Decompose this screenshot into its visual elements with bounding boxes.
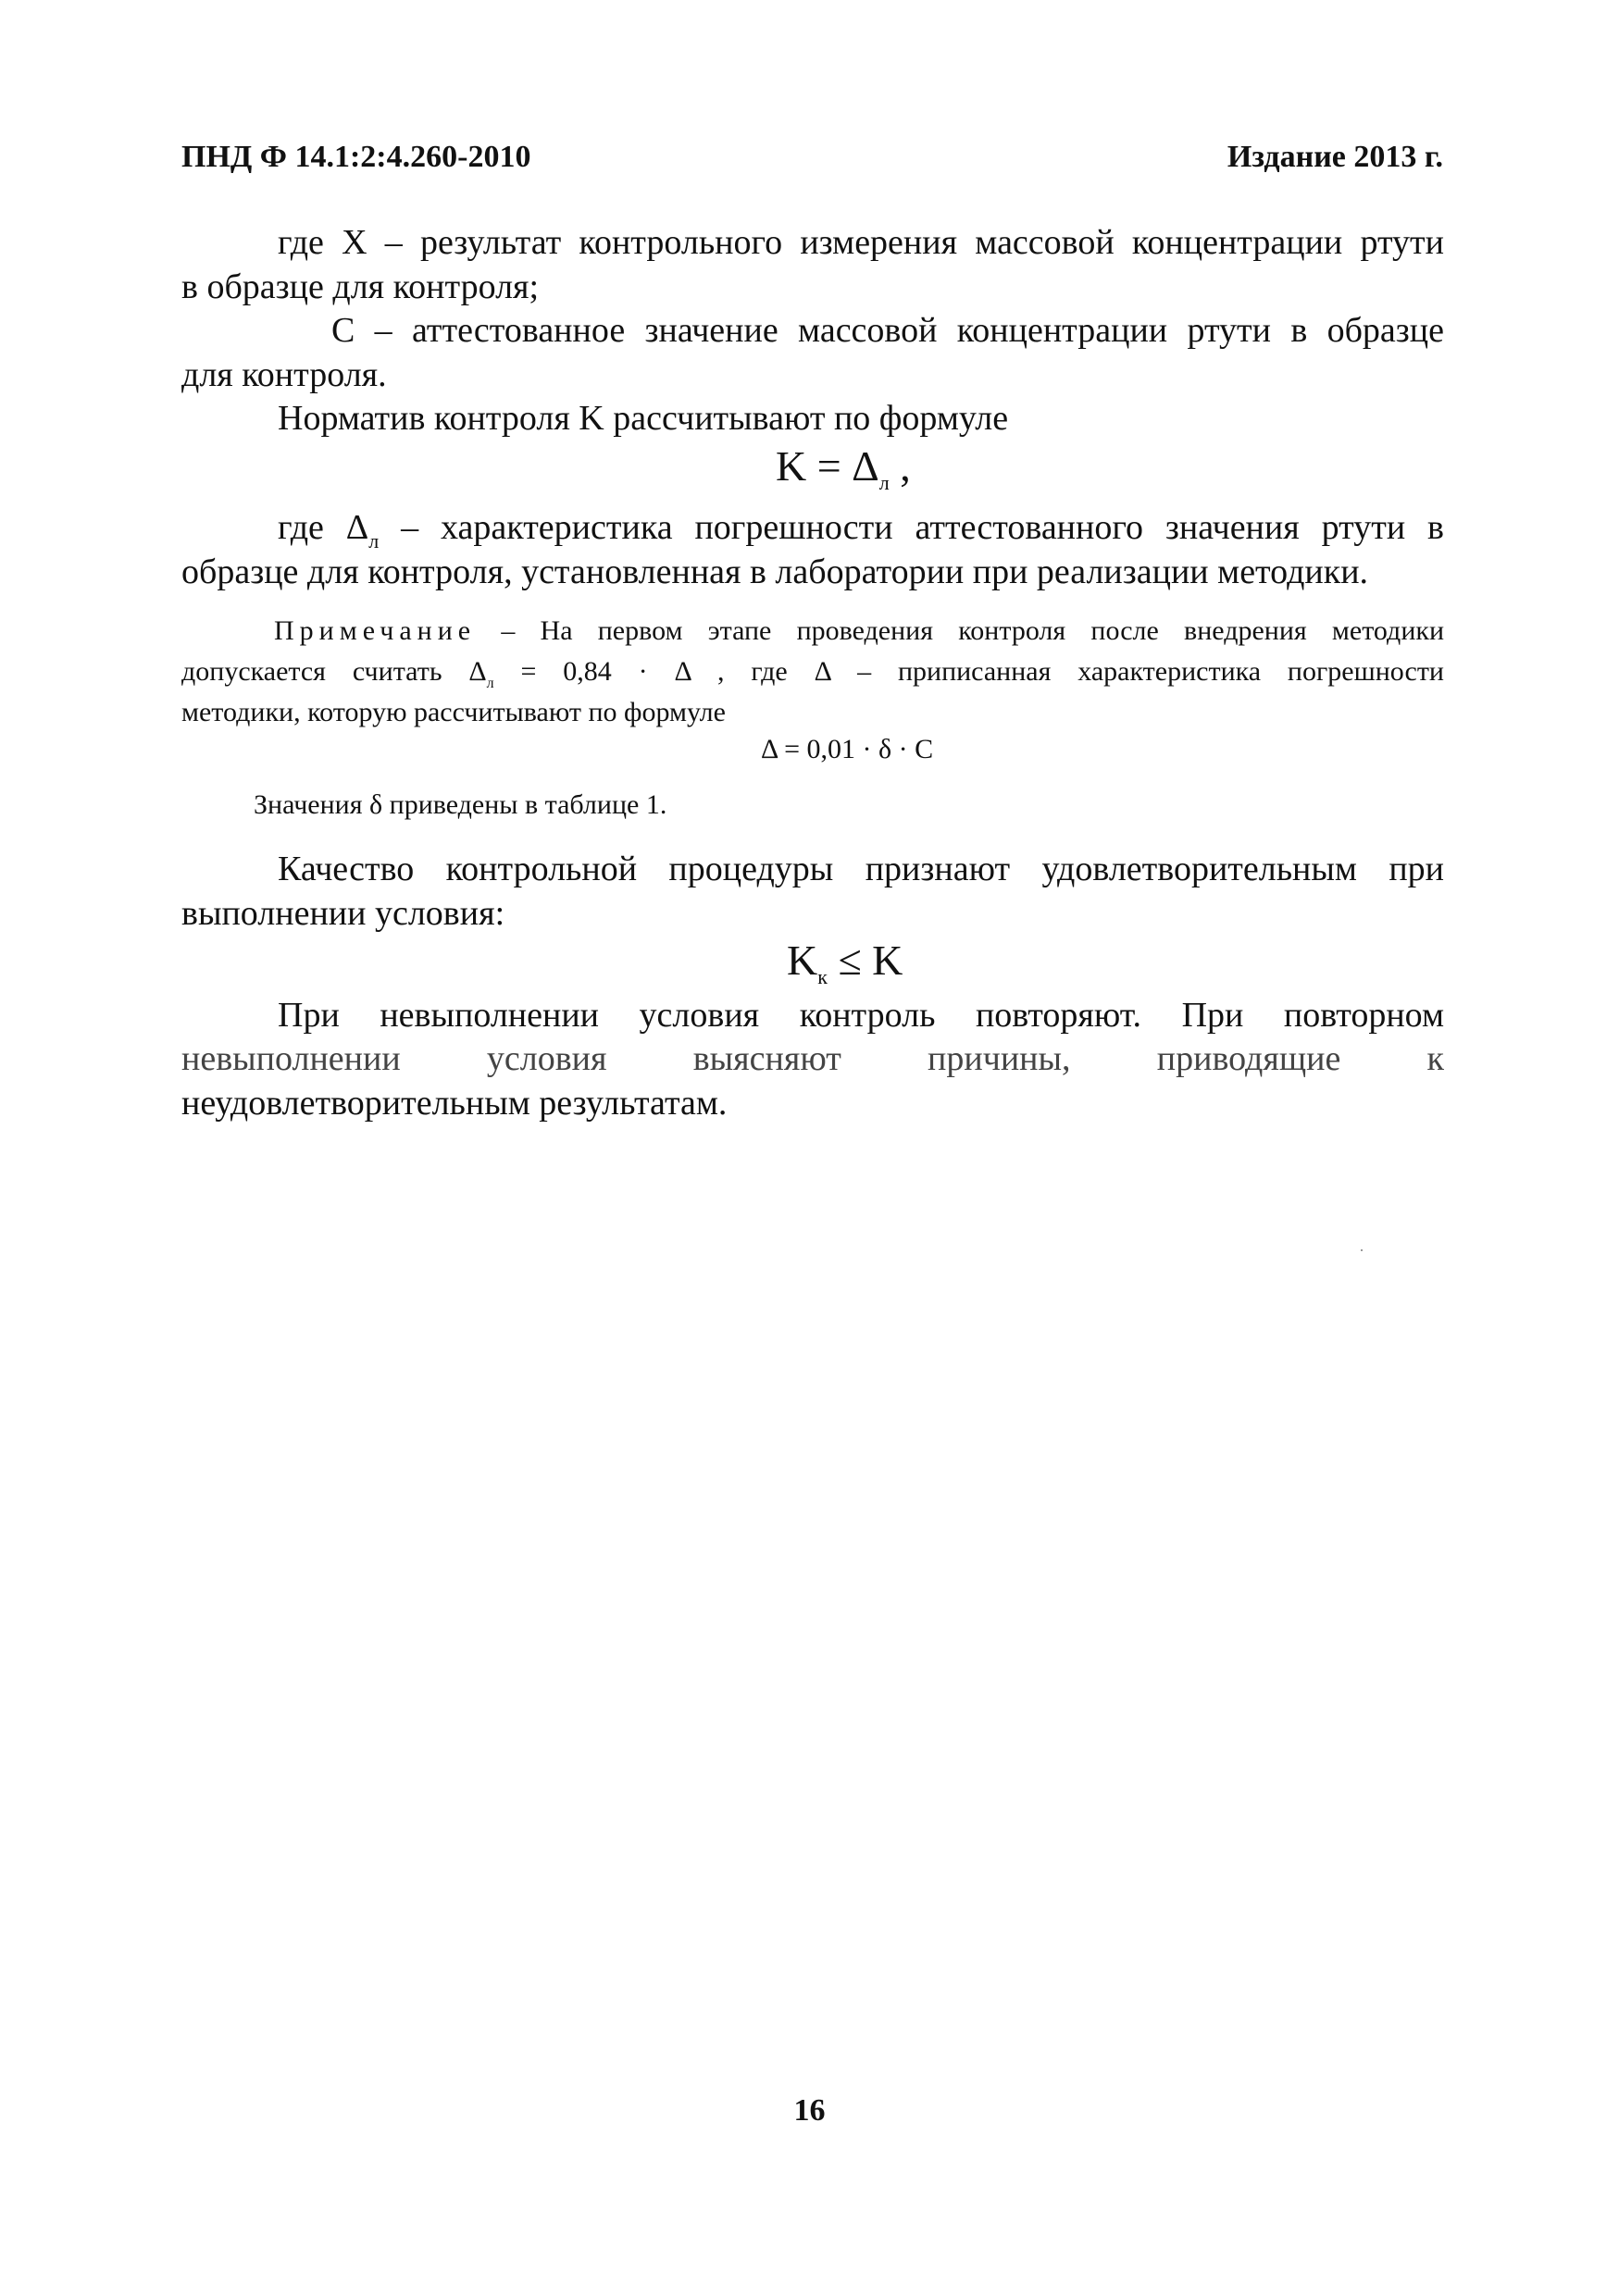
edition-label: Издание 2013 г. (1227, 140, 1443, 174)
paragraph-line: для контроля. (181, 355, 387, 394)
note-line (181, 655, 1444, 701)
paragraph-line: в образце для контроля; (181, 267, 540, 306)
paragraph-line: выполнении условия: (181, 894, 505, 933)
note-text: – На первом этапе проведения контроля после внедрения методики (476, 615, 1444, 646)
document-code: ПНД Ф 14.1:2:4.260-2010 (181, 140, 531, 174)
note-values-line: Значения δ приведены в таблице 1. (254, 789, 667, 820)
note-text: = 0,84 · Δ , где Δ – приписанная характеристика погрешности (493, 656, 1444, 687)
paragraph-line: При невыполнении условия контроль повторяют. При повторном (278, 996, 1444, 1035)
paragraph-line: Норматив контроля K рассчитывают по формуле (278, 399, 1009, 438)
formula-part: K = Δ (776, 442, 879, 490)
paragraph-line: Качество контрольной процедуры признают удовлетворительным при (278, 850, 1444, 888)
subscript: л (368, 529, 380, 552)
formula-subscript: л (878, 471, 890, 494)
formula-part: , (900, 442, 911, 490)
note-text: допускается считать Δ (181, 656, 487, 687)
paragraph-line: где X – результат контрольного измерения массовой концентрации ртути (278, 223, 1444, 262)
note-formula: Δ = 0,01 · δ · C (761, 734, 934, 764)
subscript: л (486, 676, 494, 691)
formula-part: ≤ K (827, 937, 903, 984)
formula-condition (787, 937, 903, 1001)
note-label: Примечание (274, 615, 477, 646)
page-number: 16 (793, 2093, 826, 2128)
text-part: где Δ (278, 508, 369, 547)
formula-part: K (787, 937, 818, 984)
text-part: – характеристика погрешности аттестованного значения ртути в (379, 508, 1444, 547)
paragraph-line: образце для контроля, установленная в лаборатории при реализации методики. (181, 552, 1369, 591)
paragraph-line: неудовлетворительным результатам. (181, 1084, 728, 1123)
formula-k (776, 442, 911, 507)
paragraph-line: невыполнении условия выясняют причины, приводящие к (181, 1039, 1444, 1078)
note-line: методики, которую рассчитывают по формуле (181, 697, 726, 727)
paragraph-line: C – аттестованное значение массовой концентрации ртути в образце (331, 311, 1444, 350)
scan-speck (1361, 1249, 1363, 1251)
formula-subscript: к (817, 965, 828, 988)
note-line (274, 614, 1444, 648)
